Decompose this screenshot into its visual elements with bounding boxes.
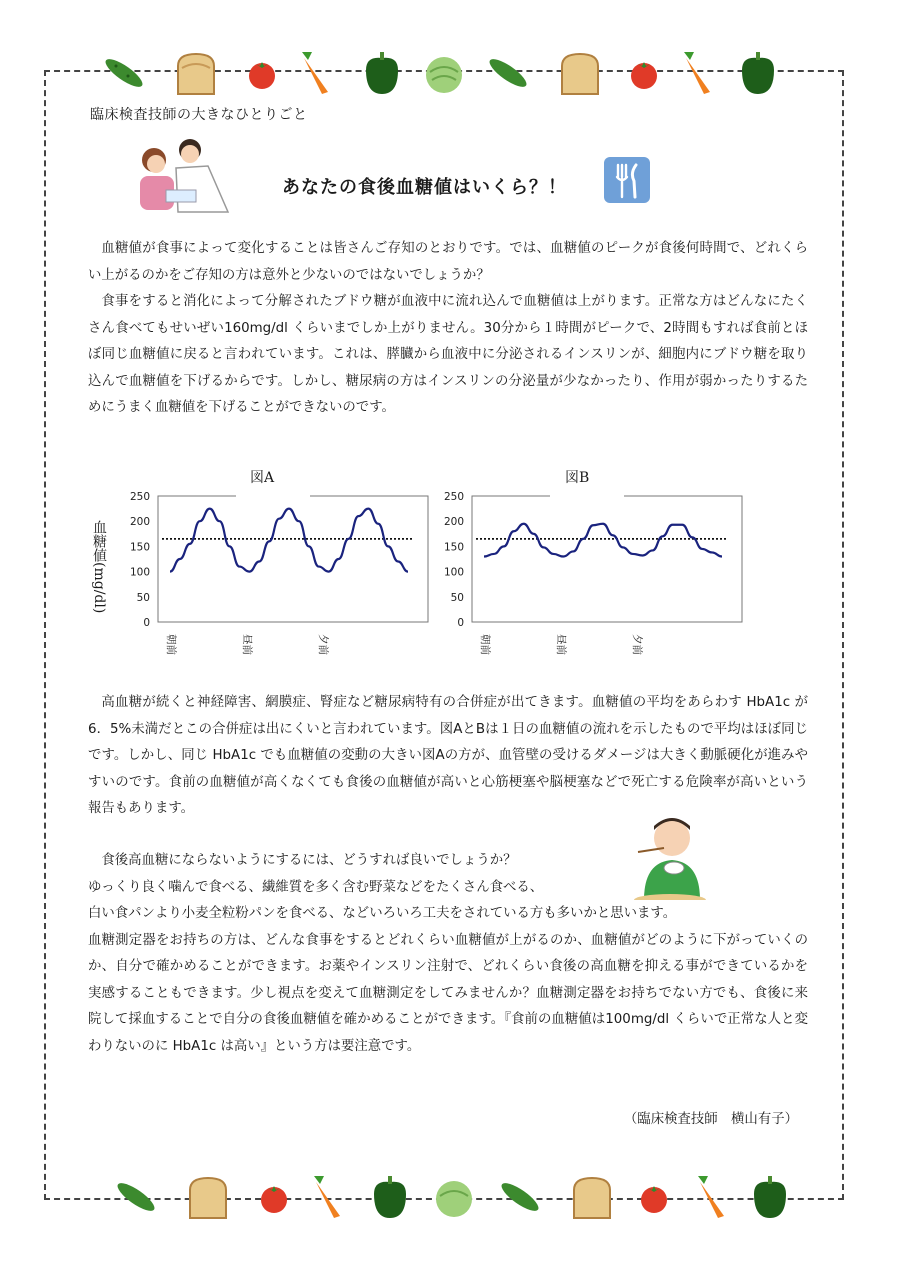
chart-b-y-tick-label: 0: [457, 617, 464, 629]
vegetable-border-top: [0, 48, 910, 108]
carrot-icon: [690, 1172, 738, 1222]
chart-a-x-tick-label: 夕前: [316, 634, 329, 655]
chart-a-title: 図A: [250, 470, 275, 486]
chart-b-y-tick-label: 250: [443, 491, 464, 503]
fork-knife-icon: [604, 157, 650, 203]
chart-a: [118, 482, 438, 667]
pepper-icon: [734, 48, 782, 98]
tomato-icon: [250, 1172, 298, 1222]
chart-b-x-tick-label: 昼前: [554, 634, 567, 655]
closing-text: [88, 848, 808, 1060]
bread-icon: [556, 48, 604, 98]
chart-b-x-tick-label: 夕前: [630, 634, 643, 655]
chart-a-y-tick-label: 100: [129, 566, 150, 579]
intro-text: [88, 236, 808, 422]
carrot-icon: [294, 48, 342, 98]
intro-paragraph-2: 食事をすると消化によって分解されたブドウ糖が血液中に流れ込んで血糖値は上がります。正常な方はどんなにたくさん食べてもせいぜい160mg/dl くらいまでしか上がりません。30分から１時間がピークで、2時間もすれば食前とほぼ同じ血糖値に戻ると言われています。これは、膵臓から血液中に分泌されるインスリンが、細胞内にブドウ糖を取り込んで血糖値を下げるからです。しかし、糖尿病の方はインスリンの分泌量が少なかったり、作用が弱かったりするためにうまく血糖値を下げることができないのです。: [88, 294, 808, 415]
intro-paragraph-1: 血糖値が食事によって変化することは皆さんご存知のとおりです。では、血糖値のピークが食後何時間で、どれくらい上がるのかをご存知の方は意外と少ないのではないでしょうか？: [88, 241, 808, 283]
chart-b-y-tick-label: 200: [443, 516, 464, 529]
chart-a-title-gap: [236, 494, 310, 498]
cabbage-icon: [420, 48, 468, 98]
chart-b-title: 図B: [565, 470, 590, 486]
pepper-icon: [366, 1172, 414, 1222]
chart-a-y-tick-label: 200: [129, 516, 150, 529]
chart-a-y-tick-label: 150: [129, 541, 150, 554]
pepper-icon: [746, 1172, 794, 1222]
bread-icon: [184, 1172, 232, 1222]
cabbage-icon: [430, 1172, 478, 1222]
pepper-icon: [358, 48, 406, 98]
chart-b-series-line: [484, 524, 722, 557]
chart-b-y-tick-label: 100: [443, 566, 464, 579]
author-signature: （臨床検査技師 横山有子）: [623, 1112, 798, 1127]
chart-y-axis-label: 血糖値(mg/dl): [91, 520, 107, 614]
series-title: 臨床検査技師の大きなひとりごと: [90, 107, 308, 123]
chart-b-title-gap: [550, 494, 624, 498]
chart-b-x-tick-label: 朝前: [479, 634, 491, 655]
cucumber-icon: [112, 1172, 160, 1222]
chart-a-y-tick-label: 250: [129, 491, 150, 503]
carrot-icon: [306, 1172, 354, 1222]
carrot-icon: [676, 48, 724, 98]
nurse-patient-illustration: [132, 132, 242, 214]
cucumber-icon: [496, 1172, 544, 1222]
page-title: あなたの食後血糖値はいくら？！: [282, 177, 567, 198]
tomato-icon: [238, 48, 286, 98]
tomato-icon: [630, 1172, 678, 1222]
closing-line-2: 白い食パンより小麦全粒粉パンを食べる、などいろいろ工夫をされている方も多いかと思います。: [88, 906, 677, 921]
chart-a-x-tick-label: 昼前: [240, 634, 253, 655]
chart-b-y-tick-label: 50: [450, 591, 464, 604]
middle-paragraph: 高血糖が続くと神経障害、網膜症、腎症など糖尿病特有の合併症が出てきます。血糖値の平均をあらわす HbA1c が6．5%未満だとこの合併症は出にくいと言われています。図AとBは１日の血糖値の流れを示したもので平均はほぼ同じです。しかし、同じ HbA1c でも血糖値の変動の大きい図Aの方が、血管壁の受けるダメージは大きく動脈硬化が進みやすいのです。食前の血糖値が高くなくても食後の血糖値が高いと心筋梗塞や脳梗塞などで死亡する危険率が高いという報告もあります。: [88, 695, 808, 816]
middle-text: [88, 690, 808, 823]
chart-a-y-tick-label: 50: [136, 591, 150, 604]
bread-icon: [568, 1172, 616, 1222]
closing-line-3: 血糖測定器をお持ちの方は、どんな食事をするとどれくらい血糖値が上がるのか、血糖値がどのように下がっていくのか、自分で確かめることができます。お薬やインスリン注射で、どれくらい食後の高血糖を抑える事ができているかを実感することもできます。少し視点を変えて血糖測定をしてみませんか？血糖測定器をお持ちでない方でも、食後に来院して採血することで自分の食後血糖値を確かめることができます。『食前の血糖値は100mg/dl くらいで正常な人と変わりないのに HbA1c は高い』という方は要注意です。: [88, 932, 808, 1054]
chart-a-x-tick-label: 朝前: [165, 634, 177, 655]
chart-b-y-tick-label: 150: [443, 541, 464, 554]
chart-b-plot-area: [472, 496, 742, 622]
closing-question: 食後高血糖にならないようにするには、どうすれば良いでしょうか？: [101, 853, 517, 868]
chart-a-y-tick-label: 0: [143, 617, 150, 629]
closing-line-1: ゆっくり良く噛んで食べる、繊維質を多く含む野菜などをたくさん食べる、: [88, 879, 544, 895]
vegetable-border-bottom: [0, 1172, 910, 1232]
cucumber-icon: [100, 48, 148, 98]
bread-icon: [172, 48, 220, 98]
chart-a-series-line: [170, 509, 408, 572]
tomato-icon: [620, 48, 668, 98]
chart-b: [432, 482, 752, 667]
cucumber-icon: [484, 48, 532, 98]
